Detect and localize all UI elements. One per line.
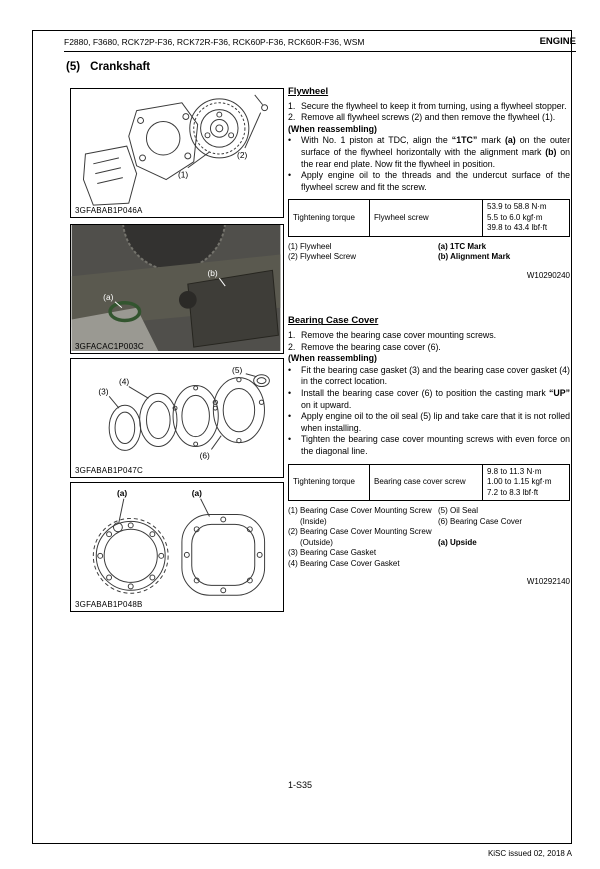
legend-item: (6) Bearing Case Cover [438, 516, 523, 526]
legend-item: (a) 1TC Mark [438, 241, 487, 251]
torque-values-cell [483, 464, 570, 501]
bearing-torque-table [288, 464, 570, 502]
callout-5: (5) [232, 364, 243, 375]
figure-bearing-exploded [70, 358, 284, 478]
legend-item: (3) Bearing Case Gasket [288, 548, 377, 558]
figure-gaskets [70, 482, 284, 612]
torque-value-kgfm: 5.5 to 6.0 kgf·m [487, 212, 543, 222]
bullet-icon: • [288, 434, 292, 445]
alignment-photo [71, 225, 281, 351]
bullet-text: With No. 1 piston at TDC, align the “1TC” mark (a) on the outer surface of the flywheel horizontally with the alignment mark (b) on the rear end plate. Now fit the flywheel in position. [301, 135, 571, 169]
callout-a: (a) [103, 291, 114, 302]
figure-caption: 3GFABAB1P047C [75, 466, 143, 475]
callout-1: (1) [177, 169, 189, 180]
legend-right-col [438, 506, 570, 569]
issue-note: KiSC issued 02, 2018 A [487, 849, 572, 858]
flywheel-diagram [71, 89, 281, 215]
figure-flywheel [70, 88, 284, 218]
legend-item: (1) Bearing Case Cover Mounting Screw [288, 506, 432, 516]
figure-caption: 3GFACAC1P003C [75, 342, 144, 351]
legend-item: (1) Flywheel [288, 241, 332, 251]
legend-item: (a) Upside [438, 537, 477, 547]
step-number: 2. [288, 112, 296, 123]
callout-4: (4) [118, 376, 130, 387]
step-text: Remove the bearing case cover (6). [301, 341, 441, 352]
step-item [288, 342, 570, 354]
step-number: 2. [288, 341, 296, 352]
step-text: Remove all flywheel screws (2) and then remove the flywheel (1). [301, 112, 556, 123]
callout-a-left: (a) [116, 487, 128, 498]
legend-item-sub: (Inside) [300, 516, 327, 526]
bullet-icon: • [288, 388, 292, 398]
figure-alignment-photo [70, 224, 284, 354]
legend-item: (2) Bearing Case Cover Mounting Screw [288, 527, 432, 537]
step-item [288, 330, 570, 342]
bullet-text: Apply engine oil to the oil seal (5) lip and take care that it is not rolled when installing. [301, 411, 570, 433]
torque-value-nm: 9.8 to 11.3 N·m [487, 466, 542, 476]
legend-item: (4) Bearing Case Cover Gasket [288, 558, 400, 568]
bullet-icon: • [288, 135, 292, 146]
bullet-item [288, 434, 570, 457]
bullet-item [288, 170, 570, 193]
torque-value-nm: 53.9 to 58.8 N·m [487, 202, 547, 212]
legend-left-col [288, 242, 438, 263]
step-number: 1. [288, 100, 296, 111]
bearing-exploded-diagram [71, 359, 281, 475]
legend-item: (b) Alignment Mark [438, 252, 511, 262]
figure-caption: 3GFABAB1P048B [75, 600, 143, 609]
bullet-icon: • [288, 364, 292, 375]
header-models: F2880, F3680, RCK72P-F36, RCK72R-F36, RCK60P-F36, RCK60R-F36, WSM [64, 37, 365, 47]
bullet-text: Fit the bearing case gasket (3) and the bearing case cover gasket (4) in the correct location. [301, 364, 570, 387]
torque-label-cell: Tightening torque [289, 200, 370, 237]
legend-item-sub: (Outside) [300, 537, 333, 547]
ref-code: W10292140 [526, 577, 570, 587]
page-header [64, 36, 576, 52]
callout-6: (6) [199, 450, 210, 461]
flywheel-heading: Flywheel [288, 86, 329, 97]
bullet-item [288, 135, 570, 170]
torque-value-lbfft: 39.8 to 43.4 lbf·ft [487, 223, 548, 233]
table-row [289, 200, 570, 237]
bullet-icon: • [288, 170, 292, 181]
legend-left-col [288, 506, 438, 569]
legend-item: (2) Flywheel Screw [288, 252, 357, 262]
bullet-item [288, 388, 570, 411]
table-row [289, 464, 570, 501]
torque-label-cell: Tightening torque [289, 464, 370, 501]
flywheel-section [288, 86, 570, 281]
step-item [288, 112, 570, 124]
bearing-case-cover-section [288, 315, 570, 587]
when-reassembling-label: (When reassembling) [288, 353, 377, 364]
step-item [288, 101, 570, 113]
when-reassembling-label: (When reassembling) [288, 123, 377, 134]
bullet-item [288, 365, 570, 388]
flywheel-legend [288, 242, 570, 263]
legend-item: (5) Oil Seal [438, 506, 479, 516]
step-text: Remove the bearing case cover mounting screws. [301, 330, 497, 341]
torque-part-cell: Bearing case cover screw [370, 464, 483, 501]
torque-values-cell [483, 200, 570, 237]
bullet-text: Apply engine oil to the threads and the undercut surface of the flywheel screw and fit the screw. [301, 170, 570, 192]
gaskets-diagram [71, 483, 281, 609]
section-name: Crankshaft [90, 61, 151, 73]
torque-part-cell: Flywheel screw [370, 200, 483, 237]
callout-a-right: (a) [191, 487, 202, 498]
figure-caption: 3GFABAB1P046A [75, 206, 143, 215]
ref-code: W10290240 [526, 270, 570, 280]
flywheel-torque-table [288, 199, 570, 237]
bullet-icon: • [288, 411, 292, 422]
bearing-heading: Bearing Case Cover [288, 315, 379, 327]
page-number: 1-S35 [287, 780, 313, 790]
bearing-legend [288, 506, 570, 569]
bullet-text: Install the bearing case cover (6) to position the casting mark “UP” on it upward. [301, 388, 570, 410]
callout-b: (b) [207, 268, 218, 279]
section-number: (5) [66, 61, 81, 73]
torque-value-lbfft: 7.2 to 8.3 lbf·ft [487, 487, 539, 497]
procedure-column [288, 86, 570, 588]
section-title [66, 61, 150, 73]
callout-3: (3) [98, 386, 109, 397]
bullet-text: Tighten the bearing case cover mounting screws with even force on the diagonal line. [301, 434, 570, 456]
torque-value-kgfm: 1.00 to 1.15 kgf·m [487, 477, 552, 487]
callout-2: (2) [237, 149, 248, 160]
bullet-item [288, 411, 570, 434]
step-text: Secure the flywheel to keep it from turning, using a flywheel stopper. [301, 100, 567, 111]
header-section: ENGINE [539, 36, 576, 47]
legend-right-col [438, 242, 570, 263]
step-number: 1. [288, 330, 296, 341]
